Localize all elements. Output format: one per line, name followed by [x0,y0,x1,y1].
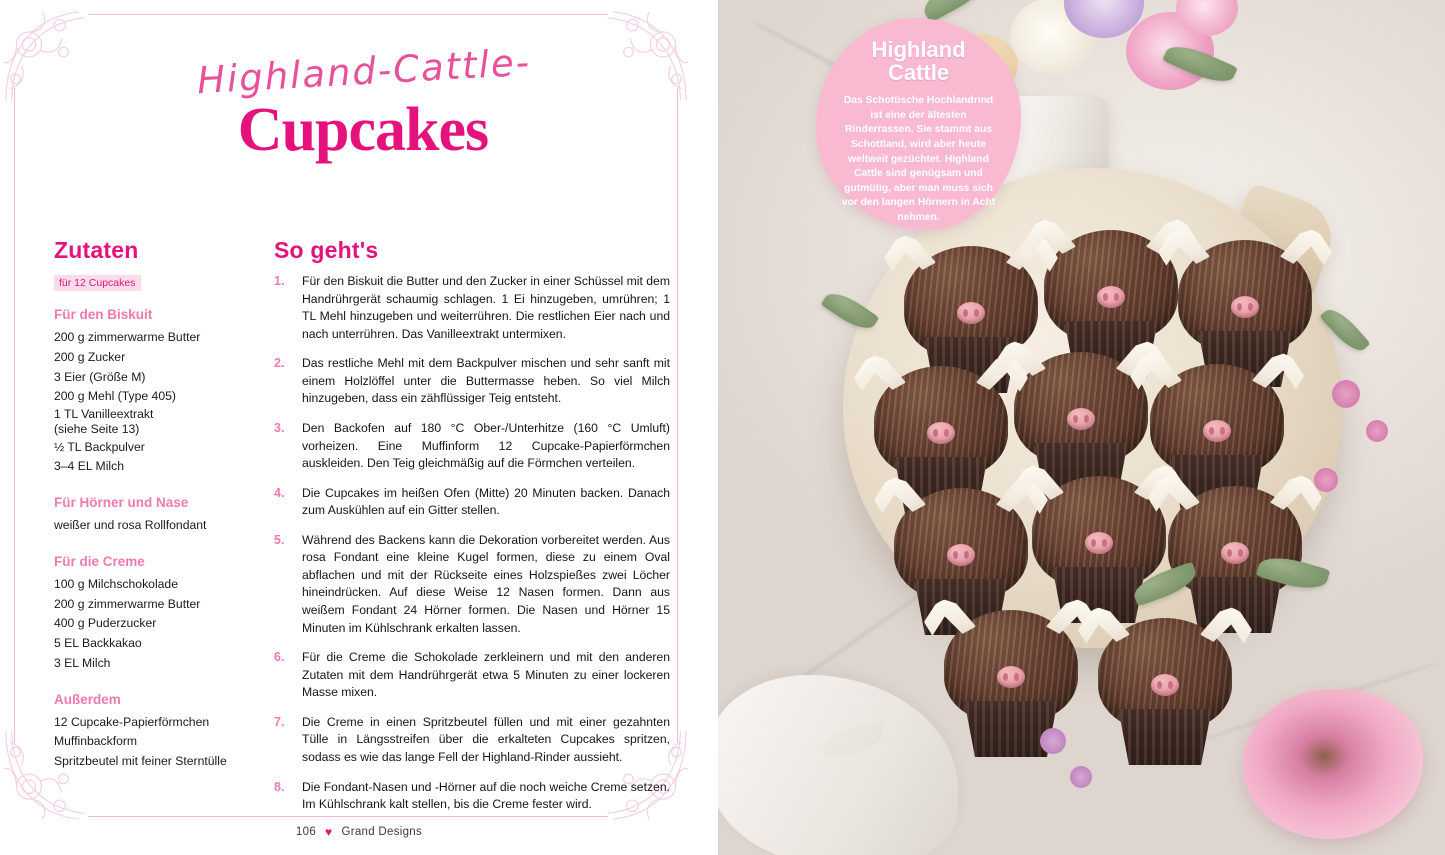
flower [1040,728,1066,754]
list-item [274,273,670,343]
yield-badge: für 12 Cupcakes [54,275,141,291]
ingredient-group-heading: Für den Biskuit [54,307,153,322]
fondant-nose [1231,296,1259,318]
list-item [274,355,670,408]
list-item: 200 g Zucker [54,349,126,364]
ingredients-heading: Zutaten [54,237,139,263]
fondant-nose [947,544,975,566]
step-number: 3. [274,420,285,435]
list-item [274,649,670,702]
list-item: Spritzbeutel mit feiner Sterntülle [54,754,227,769]
cupcake [1090,600,1240,765]
step-text: Für die Creme die Schokolade zerkleinern und mit den anderen Zutaten mit dem Handrührgerät etwa 5 Minuten zu einer lockeren Masse mixen. [302,650,670,700]
badge-content [832,37,1005,224]
instructions-heading: So geht's [274,237,379,263]
cupcake-liner [1112,709,1218,765]
step-text: Die Creme in einen Spritzbeutel füllen und mit einer gezahnten Tülle in Längsstreifen über die erkalteten Cupcakes spritzen, sodass es wie das lange Fell der Highland-Rinder aussieht. [302,714,670,764]
ingredient-list [54,713,250,772]
step-number: 5. [274,532,285,547]
step-text: Das restliche Mehl mit dem Backpulver mischen und sehr sanft mit einem Holzlöffel unter die Buttermasse heben. So viel Milch hinzugeben, dass ein zähflüssiger Teig entsteht. [302,356,670,406]
frame-line-left [14,88,15,743]
step-text: Die Cupcakes im heißen Ofen (Mitte) 20 Minuten backen. Danach zum Auskühlen auf ein Gitter stellen. [302,485,670,518]
photo-page [718,0,1445,855]
page-title [0,40,718,166]
info-badge [816,18,1021,230]
instruction-steps [274,273,670,814]
recipe-columns [54,237,674,826]
step-number: 7. [274,714,285,729]
flower [1332,380,1360,408]
list-item [274,485,670,520]
step-number: 8. [274,779,285,794]
ingredient-list [54,516,250,536]
ingredient-group-heading: Für die Creme [54,553,145,569]
fondant-nose [927,422,955,444]
step-text: Während des Backens kann die Dekoration vorbereitet werden. Aus rosa Fondant eine kleine Kugel formen, diese zu einem Oval abflachen und mit der Rückseite eines Holzspießes zwei Löcher hineindrücken. Auf diese Weise 12 Nasen formen. Dann aus weißem Fondant 24 Hörner formen. Die Nasen und Hörner 15 Minuten im Kühlschrank erkalten lassen. [302,532,670,635]
fondant-nose [1151,674,1179,696]
list-item: 12 Cupcake-Papierförmchen [54,714,210,729]
step-text: Für den Biskuit die Butter und den Zucker in einer Schüssel mit dem Handrührgerät schaumig schlagen. 1 Ei hinzugeben, umrühren; 1 TL Mehl hinzugeben und weiterrühren. Die restlichen Eier nach und nach unterrühren. Das Vanilleextrakt untermixen. [302,274,670,341]
fondant-nose [1221,542,1249,564]
list-item: 5 EL Backkakao [54,636,142,651]
instructions-column [250,237,670,826]
list-item: 200 g zimmerwarme Butter [54,330,201,344]
list-item [274,779,670,814]
list-item: weißer und rosa Rollfondant [54,518,207,533]
cupcake [936,592,1086,757]
list-item [274,532,670,637]
list-item: 200 g Mehl (Type 405) [54,389,176,404]
list-item: ½ TL Backpulver [54,439,145,454]
flower [1314,468,1338,492]
list-item: 400 g Puderzucker [54,616,157,631]
ingredient-list [54,328,250,477]
chapter-name: Grand Designs [341,826,423,838]
fondant-nose [997,666,1025,688]
list-item [274,714,670,767]
fondant-nose [1085,532,1113,554]
ingredient-group-heading: Außerdem [54,691,121,707]
fondant-nose [957,302,985,324]
badge-title [832,38,1005,84]
flower [1366,420,1388,442]
list-item: 1 TL Vanilleextrakt [54,407,154,422]
list-item [274,420,670,473]
step-text: Die Fondant-Nasen und -Hörner auf die noch weiche Creme setzen. Im Kühlschrank kalt stellen, bis die Creme fester wird. [302,779,670,812]
list-item: 3 Eier (Größe M) [54,369,146,384]
step-number: 6. [274,650,285,665]
step-number: 2. [274,356,285,371]
fondant-nose [1203,420,1231,442]
ingredient-list [54,575,250,674]
title-main-line: Cupcakes [237,96,489,164]
badge-title-line-2: Cattle [887,60,950,86]
badge-description: Das Schottische Hochlandrind ist eine der ältesten Rinderrassen. Sie stammt aus Schottland, wird aber heute weltweit gezüchtet. Highland Cattle sind genügsam und gutmütig, aber man muss sich vor den langen Hörnern in Acht nehmen. [841,95,996,224]
flower [1070,766,1092,788]
badge-title-line-1: Highland [871,37,966,62]
list-item: Muffinbackform [54,734,138,749]
ingredients-column [54,237,250,826]
list-item: 3 EL Milch [54,655,111,670]
step-text: Den Backofen auf 180 °C Ober-/Unterhitze (160 °C Umluft) vorheizen. Eine Muffinform 12 Cupcake-Papierförmchen auskleiden. Den Teig gleichmäßig auf die Förmchen verteilen. [302,420,670,471]
page-number: 106 [295,826,317,838]
page-footer [0,825,718,839]
title-script-line: Highland-Cattle- [195,40,533,103]
ingredient-group-heading: Für Hörner und Nase [54,495,189,511]
frame-line-right [677,88,678,743]
list-item: 100 g Milchschokolade [54,576,178,591]
list-item: (siehe Seite 13) [54,422,140,437]
step-number: 4. [274,485,285,500]
list-item: 200 g zimmerwarme Butter [54,596,201,611]
fondant-nose [1097,286,1125,308]
heart-icon: ♥ [325,825,333,839]
fondant-nose [1067,408,1095,430]
list-item: 3–4 EL Milch [54,459,125,474]
frame-line-top [88,14,608,15]
recipe-page [0,0,718,855]
step-number: 1. [274,274,285,288]
